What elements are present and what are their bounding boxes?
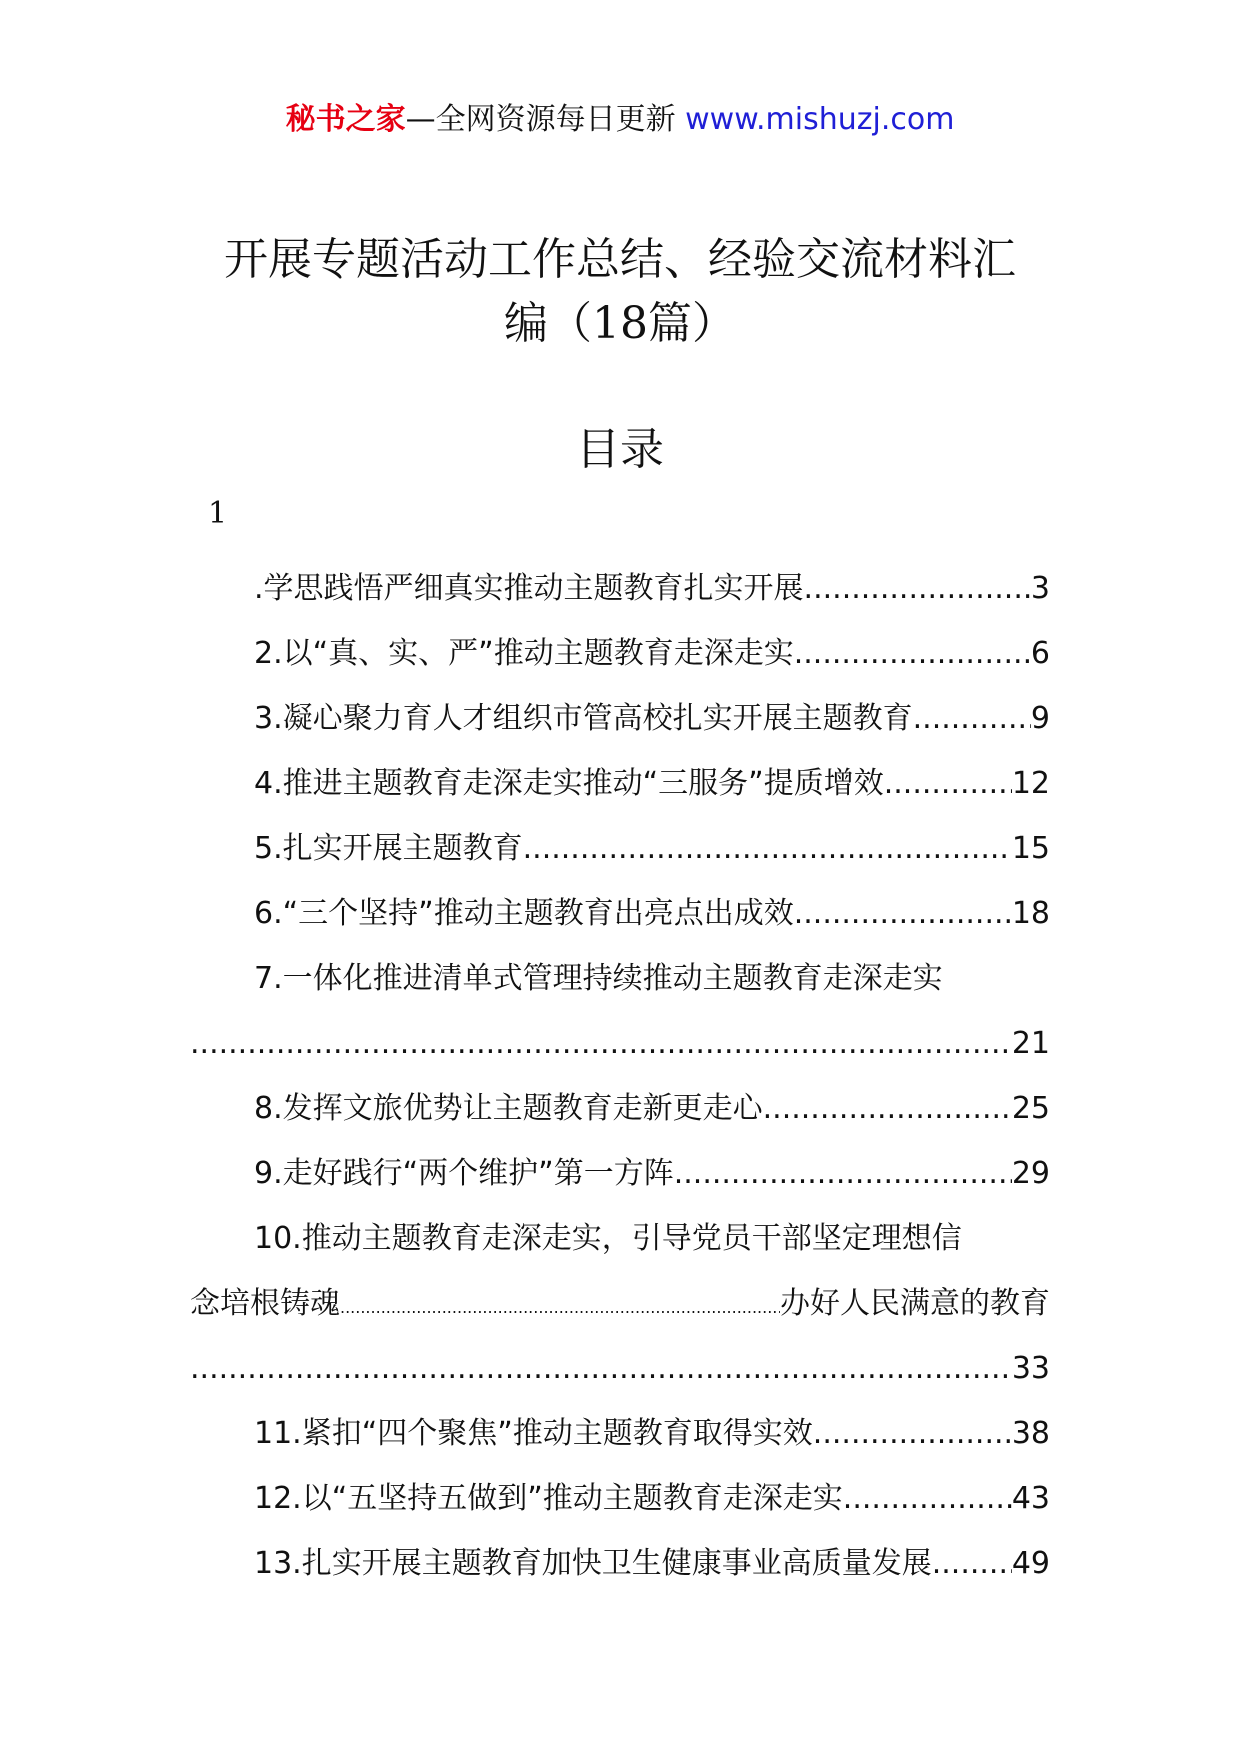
site-url-link[interactable]: www.mishuzj.com	[685, 102, 955, 137]
toc-leader	[523, 816, 1012, 881]
site-tagline: —全网资源每日更新	[405, 102, 676, 137]
site-header	[0, 100, 1240, 140]
toc-entry-page: 29	[1011, 1156, 1050, 1191]
toc-entry-continuation[interactable]	[190, 1271, 1050, 1336]
toc-entry[interactable]	[190, 556, 1050, 621]
site-brand: 秘书之家	[285, 102, 406, 137]
toc-entry-title: .学思践悟严细真实推动主题教育扎实开展	[254, 571, 804, 606]
title-line-2-suffix: 篇）	[648, 298, 736, 349]
toc-entry-title: 12.以“五坚持五做到”推动主题教育走深走实	[254, 1481, 843, 1516]
toc-leader	[763, 1076, 1012, 1141]
title-line-2-prefix: 编（	[504, 298, 592, 349]
toc-leader	[813, 1401, 1012, 1466]
toc-entry-title: 13.扎实开展主题教育加快卫生健康事业高质量发展	[254, 1546, 932, 1581]
toc-entry[interactable]	[190, 621, 1050, 686]
page-marker: 1	[208, 496, 228, 531]
toc-entry-title-cont: 办好人民满意的教育	[780, 1286, 1050, 1321]
toc-leader	[340, 1275, 780, 1340]
toc-entry-page: 49	[1011, 1546, 1050, 1581]
toc-leader	[843, 1466, 1012, 1531]
toc-entry[interactable]	[190, 1401, 1050, 1466]
toc-entry-page: 25	[1011, 1091, 1050, 1126]
toc-entry[interactable]	[190, 751, 1050, 816]
toc-entry-title: 4.推进主题教育走深走实推动“三服务”提质增效	[254, 766, 884, 801]
toc-entry-title: 5.扎实开展主题教育	[254, 831, 523, 866]
toc-entry-page: 43	[1011, 1481, 1050, 1516]
toc-leader	[884, 751, 1012, 816]
toc-entry-title: 6.“三个坚持”推动主题教育出亮点出成效	[254, 896, 794, 931]
title-article-count: 18	[592, 298, 648, 349]
toc-leader	[932, 1531, 1012, 1596]
toc-leader	[913, 686, 1031, 751]
toc-leader	[674, 1141, 1012, 1206]
toc-entry[interactable]	[190, 1141, 1050, 1206]
toc-entry-title: 10.推动主题教育走深走实，引导党员干部坚定理想信	[254, 1221, 962, 1256]
toc-entry-title: 2.以“真、实、严”推动主题教育走深走实	[254, 636, 794, 671]
toc-entry-continuation[interactable]	[190, 1336, 1050, 1401]
toc-entry[interactable]	[190, 1206, 1050, 1271]
toc-entry-page: 33	[1011, 1351, 1050, 1386]
toc-entry-title: 7.一体化推进清单式管理持续推动主题教育走深走实	[254, 961, 943, 996]
title-line-1: 开展专题活动工作总结、经验交流材料汇	[224, 234, 1016, 285]
toc-entry-title: 11.紧扣“四个聚焦”推动主题教育取得实效	[254, 1416, 813, 1451]
toc-leader	[804, 556, 1031, 621]
toc-leader	[190, 1011, 1012, 1076]
toc-entry-continuation[interactable]	[190, 1011, 1050, 1076]
toc-entry-page: 9	[1030, 701, 1050, 736]
toc-entry[interactable]	[190, 881, 1050, 946]
toc-entry[interactable]	[190, 816, 1050, 881]
toc-entry-page: 3	[1030, 571, 1050, 606]
toc-leader	[794, 621, 1031, 686]
toc-entry-page: 6	[1030, 636, 1050, 671]
toc-leader	[794, 881, 1012, 946]
toc-entry-title-cont: 念培根铸魂	[190, 1286, 340, 1321]
toc-entry[interactable]	[190, 946, 1050, 1011]
title-line-2	[140, 292, 1100, 356]
toc-entry-page: 15	[1011, 831, 1050, 866]
toc-entry[interactable]	[190, 1076, 1050, 1141]
toc-entry-title: 3.凝心聚力育人才组织市管高校扎实开展主题教育	[254, 701, 913, 736]
toc-entry-page: 12	[1011, 766, 1050, 801]
table-of-contents	[190, 556, 1050, 1596]
toc-entry[interactable]	[190, 1466, 1050, 1531]
toc-heading: 目录	[576, 424, 664, 475]
toc-entry-page: 38	[1011, 1416, 1050, 1451]
toc-entry-title: 8.发挥文旅优势让主题教育走新更走心	[254, 1091, 763, 1126]
toc-entry[interactable]	[190, 686, 1050, 751]
toc-entry-page: 21	[1011, 1026, 1050, 1061]
toc-leader	[190, 1336, 1012, 1401]
toc-entry-title: 9.走好践行“两个维护”第一方阵	[254, 1156, 674, 1191]
toc-entry[interactable]	[190, 1531, 1050, 1596]
document-title	[140, 228, 1100, 356]
toc-entry-page: 18	[1011, 896, 1050, 931]
